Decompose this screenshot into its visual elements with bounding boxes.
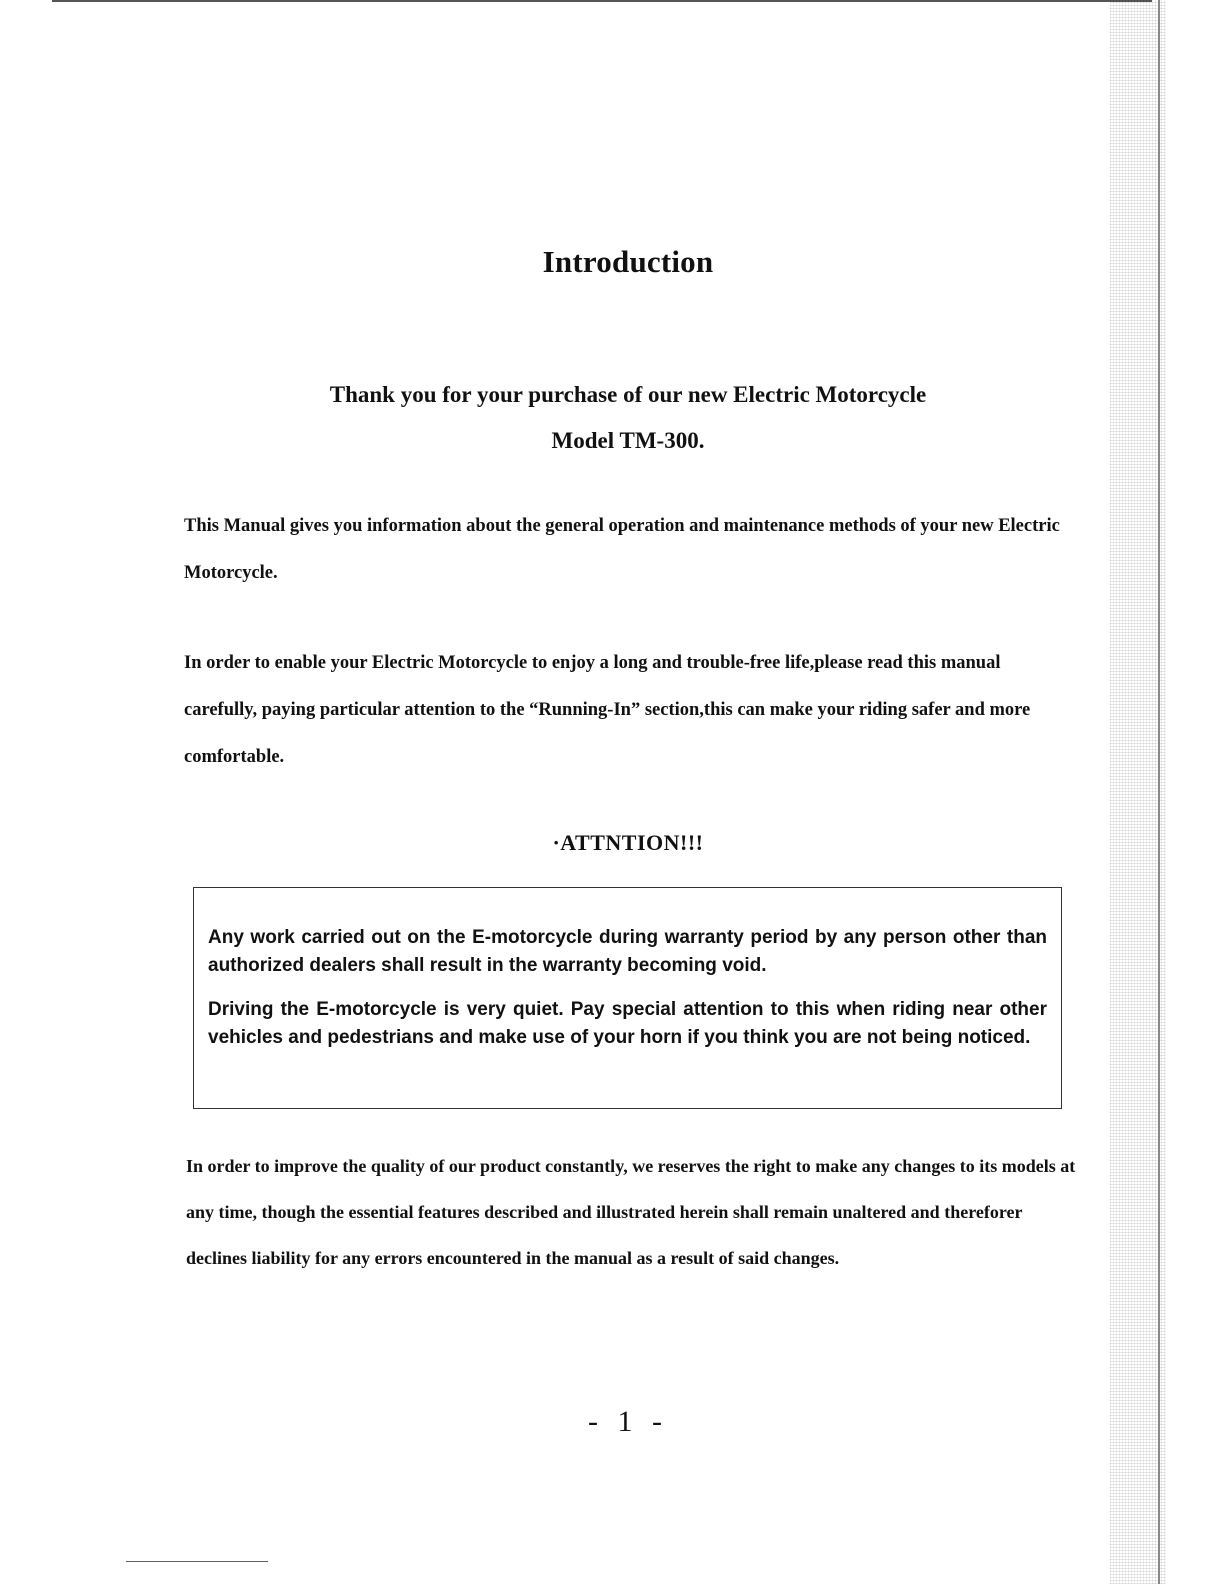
attention-box: [193, 887, 1062, 1109]
warranty-warning: Any work carried out on the E-motorcycle during warranty period by any person other than authorized dealers shall result in the warranty becoming void.: [208, 927, 1047, 976]
model-line: Model TM-300.: [551, 428, 705, 453]
product-changes-paragraph: In order to improve the quality of our product constantly, we reserves the right to make any changes to its models at any time, though the essential features described and illustrated herein shall remain unaltered and thereforer declines liability for any errors encountered in the manual as a result of said changes.: [186, 1156, 1076, 1268]
page-number: - 1 -: [588, 1405, 668, 1438]
bottom-underline: [126, 1561, 268, 1562]
thank-you-block: [0, 372, 1224, 464]
quiet-driving-warning: Driving the E-motorcycle is very quiet. Pay special attention to this when riding near other vehicles and pedestrians and make use of your horn if you think you are not being noticed.: [208, 999, 1047, 1048]
scan-edge-line: [1158, 0, 1160, 1584]
attention-heading: ·ATTNTION!!!: [552, 830, 704, 855]
top-rule: [52, 0, 1152, 2]
manual-info-paragraph: This Manual gives you information about the general operation and maintenance methods of your new Electric Motorcycle.: [184, 516, 1060, 583]
thank-you-line: Thank you for your purchase of our new Electric Motorcycle: [329, 382, 927, 407]
running-in-paragraph: In order to enable your Electric Motorcycle to enjoy a long and trouble-free life,please read this manual carefully, paying particular attention to the “Running-In” section,this can make your riding safer and more comfortable.: [184, 653, 1031, 767]
page-title: Introduction: [542, 244, 714, 279]
